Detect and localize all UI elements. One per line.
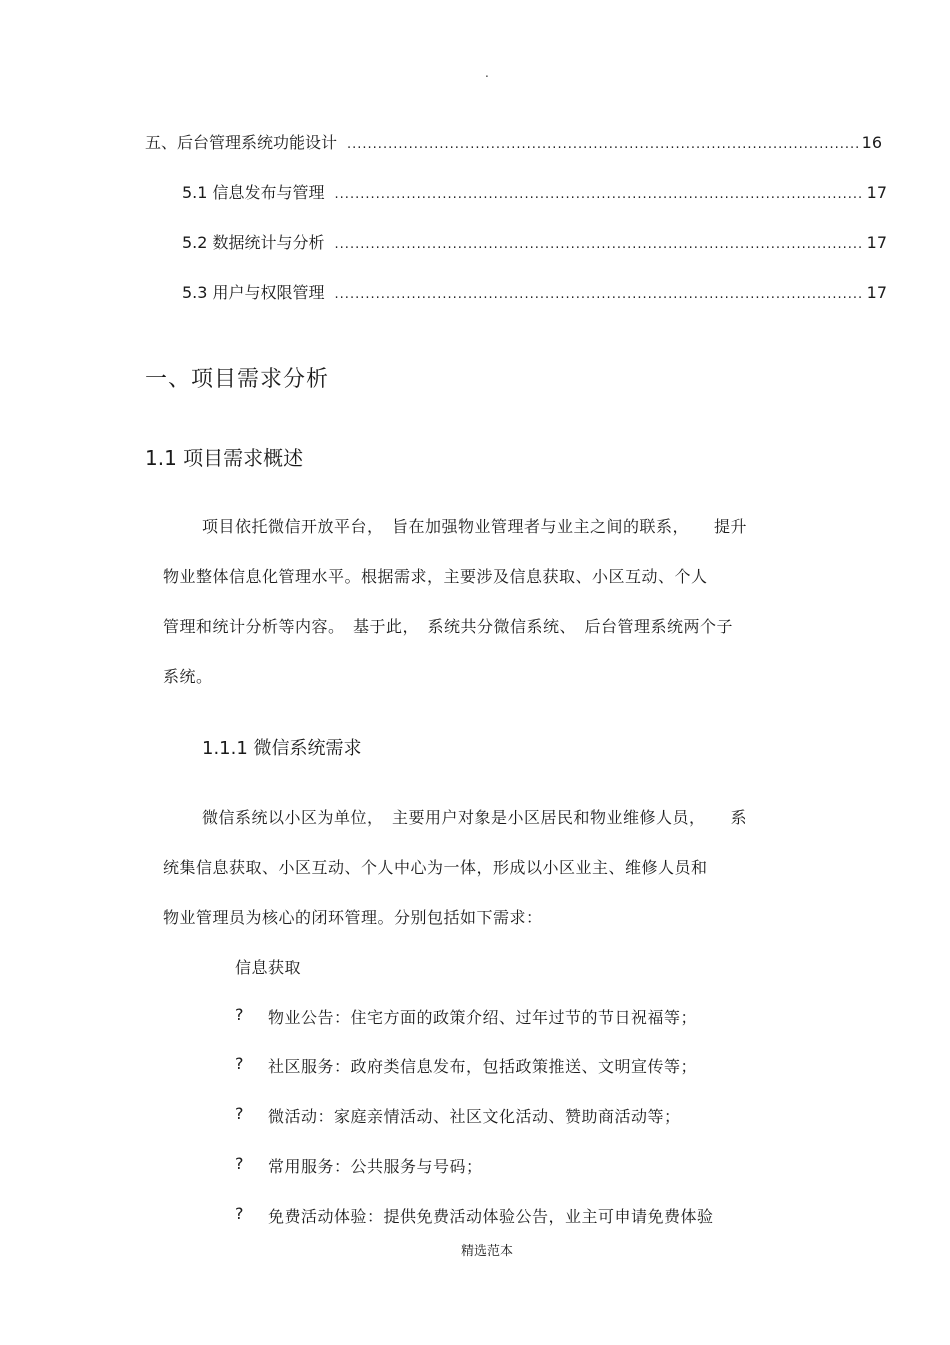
toc-entry-page: 17 — [866, 283, 887, 302]
toc-entry[interactable] — [182, 230, 887, 254]
group-label: 信息获取 — [235, 958, 302, 977]
paragraph-line: 项目依托微信开放平台， 旨在加强物业管理者与业主之间的联系， 提升 — [202, 517, 748, 536]
subsubsection-heading: 1.1.1 微信系统需求 — [202, 738, 362, 759]
paragraph-line: 系统。 — [163, 667, 213, 686]
toc-entry[interactable] — [182, 280, 887, 304]
bullet-text: 免费活动体验：提供免费活动体验公告，业主可申请免费体验 — [268, 1207, 714, 1226]
bullet-mark: ? — [235, 1104, 244, 1123]
toc-entry-title: 5.2 数据统计与分析 — [182, 233, 325, 252]
toc-leader-dots — [335, 187, 863, 202]
bullet-text: 常用服务：公共服务与号码； — [268, 1157, 483, 1176]
toc-entry[interactable] — [182, 180, 887, 204]
toc-entry-title: 5.1 信息发布与管理 — [182, 183, 325, 202]
paragraph-line: 统集信息获取、小区互动、个人中心为一体，形成以小区业主、维修人员和 — [163, 858, 708, 877]
toc-entry-title: 五、后台管理系统功能设计 — [145, 133, 338, 152]
toc-entry-page: 17 — [866, 233, 887, 252]
paragraph-line: 物业管理员为核心的闭环管理。分别包括如下需求： — [163, 908, 543, 927]
toc-leader-dots — [335, 287, 863, 302]
toc-entry-title: 5.3 用户与权限管理 — [182, 283, 325, 302]
subsection-heading: 1.1 项目需求概述 — [145, 446, 304, 470]
bullet-text: 微活动：家庭亲情活动、社区文化活动、赞助商活动等； — [268, 1107, 681, 1126]
section-heading: 一、项目需求分析 — [145, 367, 330, 392]
bullet-mark: ? — [235, 1054, 244, 1073]
toc-entry-page: 17 — [866, 183, 887, 202]
bullet-mark: ? — [235, 1154, 244, 1173]
toc-entry[interactable] — [145, 130, 882, 154]
toc-leader-dots — [347, 137, 858, 152]
paragraph-line: 管理和统计分析等内容。 基于此， 系统共分微信系统、 后台管理系统两个子 — [163, 617, 734, 636]
page-footer: 精选范本 — [461, 1244, 514, 1259]
toc-leader-dots — [335, 237, 863, 252]
bullet-text: 物业公告：住宅方面的政策介绍、过年过节的节日祝福等； — [268, 1008, 698, 1027]
header-mark: . — [485, 66, 489, 80]
bullet-mark: ? — [235, 1204, 244, 1223]
toc-entry-page: 16 — [861, 133, 882, 152]
paragraph-line: 物业整体信息化管理水平。根据需求，主要涉及信息获取、小区互动、个人 — [163, 567, 708, 586]
paragraph-line: 微信系统以小区为单位， 主要用户对象是小区居民和物业维修人员， 系 — [202, 808, 748, 827]
bullet-text: 社区服务：政府类信息发布，包括政策推送、文明宣传等； — [268, 1057, 698, 1076]
bullet-mark: ? — [235, 1005, 244, 1024]
